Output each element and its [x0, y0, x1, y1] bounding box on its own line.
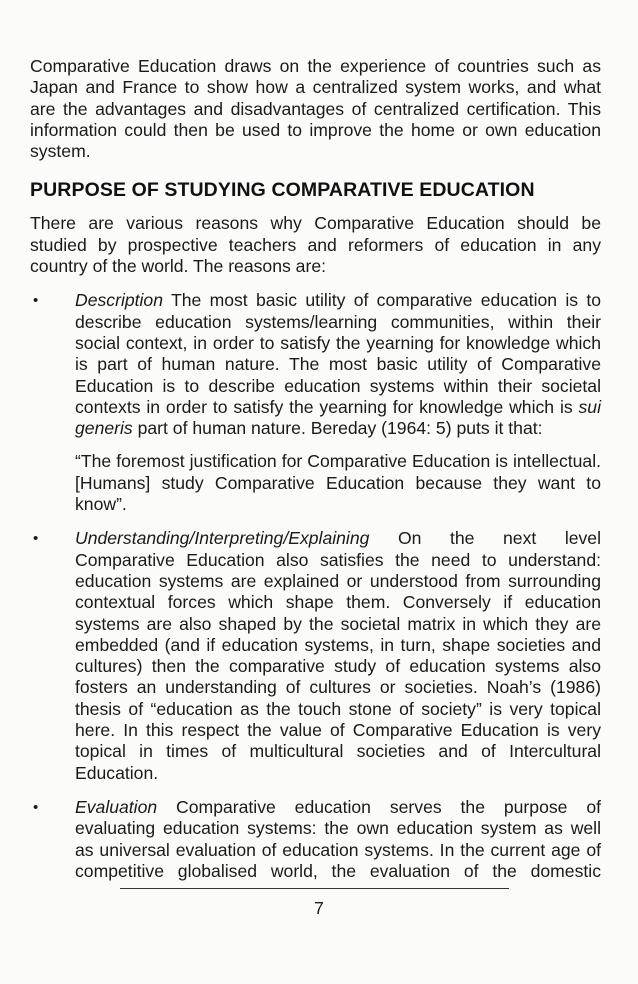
page-number: 7: [314, 898, 324, 918]
bullet-icon: •: [33, 798, 39, 816]
bullet-item-evaluation: [30, 797, 601, 882]
footer-rule: [120, 888, 509, 889]
bullet-term: Understanding/Interpreting/Explaining: [75, 528, 370, 549]
bullet-paragraph: [75, 290, 601, 439]
bullet-paragraph: [75, 528, 601, 784]
bullet-item-understanding: [30, 528, 601, 784]
section-heading: PURPOSE OF STUDYING COMPARATIVE EDUCATION: [30, 179, 535, 202]
bullet-text: part of human nature. Bereday (1964: 5) puts it that:: [132, 418, 543, 439]
bullet-term: Description: [75, 290, 164, 311]
bullet-text: On the next level Comparative Education also satisfies the need to understand: education systems are explained or understood from surrounding contextual forces which shape them. Conversely if education systems are also shaped by the societal matrix in which they are embedded (and if education systems, in turn, shape societies and cultures) then the comparative study of education systems also fosters an understanding of cultures or societies. Noah’s (1986) thesis of “education as the touch stone of society” is very topical here. In this respect the value of Comparative Education is very topical in times of multicultural societies and of Intercultural Education.: [75, 528, 601, 783]
bullet-term: Evaluation: [75, 796, 158, 817]
bullet-icon: •: [33, 530, 39, 548]
bullet-text: Comparative education serves the purpose of evaluating education systems: the own education system as well as universal evaluation of education systems. In the current age of competitive globalised world, the evaluation of the domestic: [75, 796, 601, 881]
lead-paragraph: There are various reasons why Comparative Education should be studied by prospective teachers and reformers of education in any country of the world. The reasons are:: [30, 213, 601, 277]
latin-phrase: sui generis: [75, 396, 601, 439]
block-quote: “The foremost justification for Comparative Education is intellectual. [Humans] study Comparative Education because they want to know”.: [75, 451, 601, 515]
bullet-text: The most basic utility of comparative education is to describe education systems/learning communities, within their social context, in order to satisfy the yearning for knowledge which is part of human nature. The most basic utility of Comparative Education is to describe education systems within their societal contexts in order to satisfy the yearning for knowledge which is: [75, 290, 601, 417]
bullet-icon: •: [33, 292, 39, 310]
intro-paragraph: Comparative Education draws on the experience of countries such as Japan and France to show how a centralized system works, and what are the advantages and disadvantages of centralized certification. This information could then be used to improve the home or own education system.: [30, 56, 601, 162]
page-content: [30, 56, 601, 895]
bullet-item-description: [30, 290, 601, 515]
bullet-paragraph: [75, 797, 601, 882]
